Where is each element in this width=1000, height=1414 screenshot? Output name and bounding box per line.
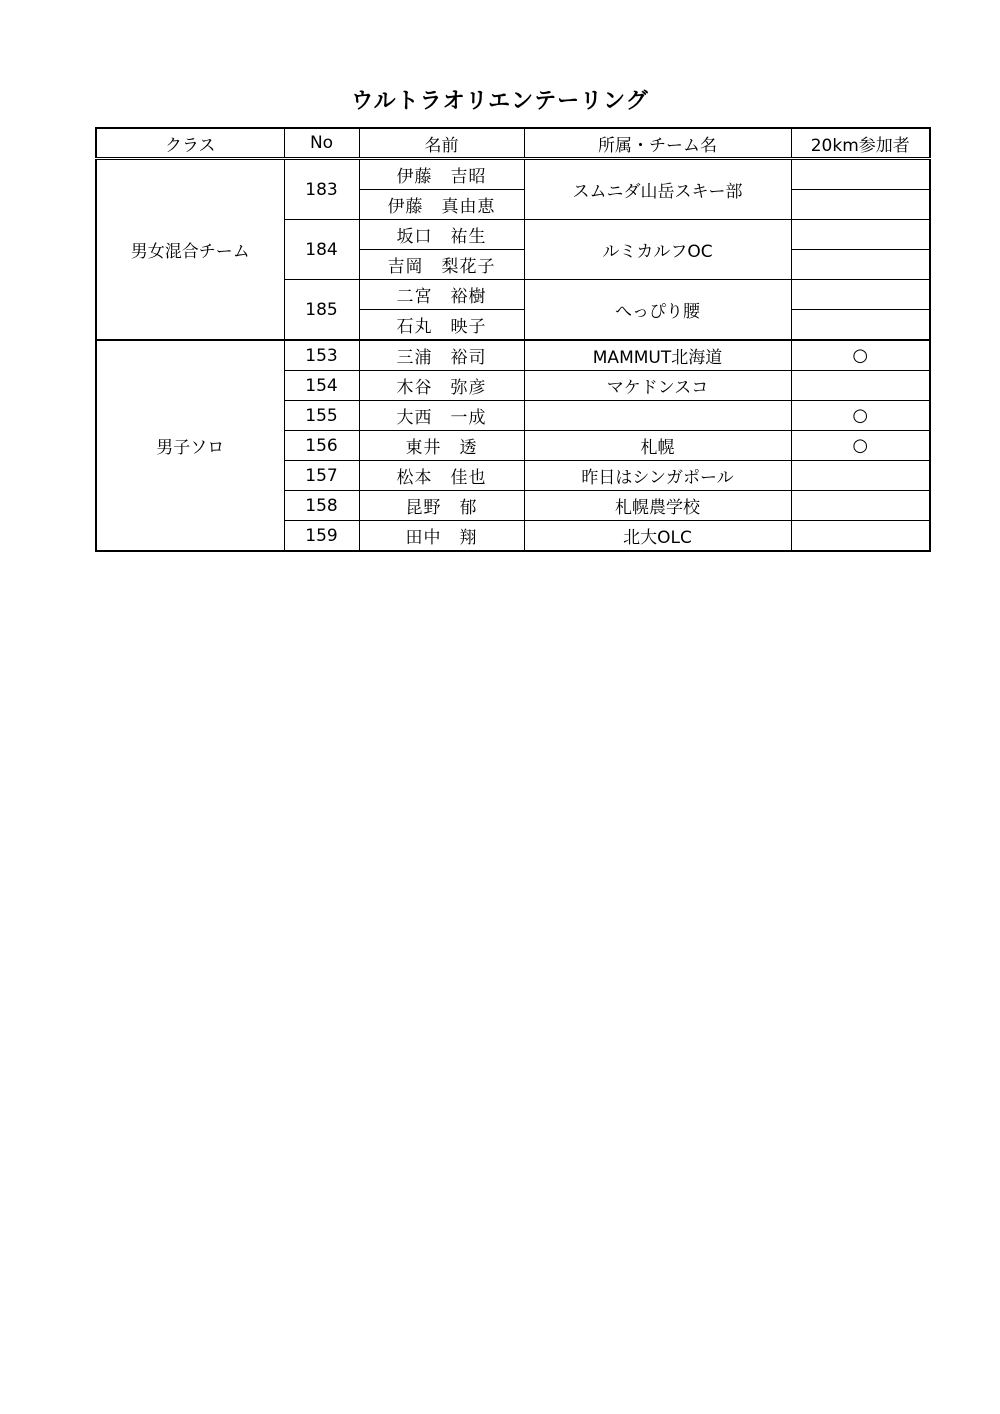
km20-cell: [791, 250, 930, 280]
member-name-cell: 東井 透: [359, 431, 524, 461]
km20-cell: [791, 371, 930, 401]
km20-cell: [791, 310, 930, 341]
entry-no-cell: 153: [284, 340, 359, 371]
header-no: No: [284, 128, 359, 159]
member-name-cell: 坂口 祐生: [359, 220, 524, 250]
team-name-cell: へっぴり腰: [524, 280, 791, 341]
class-cell-mixed: 男女混合チーム: [96, 159, 284, 341]
km20-cell: [791, 159, 930, 190]
header-row: [96, 128, 930, 159]
header-20km: 20km参加者: [791, 128, 930, 159]
group-mens-solo: [96, 340, 930, 551]
member-name-cell: 昆野 郁: [359, 491, 524, 521]
team-no-cell: 184: [284, 220, 359, 280]
entry-no-cell: 158: [284, 491, 359, 521]
team-name-cell: ルミカルフOC: [524, 220, 791, 280]
member-name-cell: 二宮 裕樹: [359, 280, 524, 310]
member-name-cell: 石丸 映子: [359, 310, 524, 341]
entry-no-cell: 155: [284, 401, 359, 431]
km20-cell: [791, 431, 930, 461]
group-mixed-team: [96, 159, 930, 341]
team-no-cell: 183: [284, 159, 359, 220]
header-name: 名前: [359, 128, 524, 159]
header-class: クラス: [96, 128, 284, 159]
km20-cell: [791, 190, 930, 220]
team-name-cell: 札幌: [524, 431, 791, 461]
team-name-cell: マケドンスコ: [524, 371, 791, 401]
header-team: 所属・チーム名: [524, 128, 791, 159]
km20-cell: [791, 280, 930, 310]
circle-mark: ○: [852, 435, 869, 456]
member-name-cell: 吉岡 梨花子: [359, 250, 524, 280]
entry-no-cell: 156: [284, 431, 359, 461]
class-cell-solo: 男子ソロ: [96, 340, 284, 551]
roster-table: [95, 127, 931, 552]
km20-cell: [791, 220, 930, 250]
member-name-cell: 三浦 裕司: [359, 340, 524, 371]
km20-cell: [791, 491, 930, 521]
team-name-cell: [524, 401, 791, 431]
entry-no-cell: 159: [284, 521, 359, 552]
table-row: [96, 340, 930, 371]
entry-no-cell: 154: [284, 371, 359, 401]
km20-cell: [791, 461, 930, 491]
page-title: ウルトラオリエンテーリング: [351, 89, 649, 114]
member-name-cell: 松本 佳也: [359, 461, 524, 491]
table-row: [96, 159, 930, 190]
km20-cell: [791, 340, 930, 371]
km20-cell: [791, 521, 930, 552]
member-name-cell: 伊藤 吉昭: [359, 159, 524, 190]
team-name-cell: スムニダ山岳スキー部: [524, 159, 791, 220]
team-name-cell: 札幌農学校: [524, 491, 791, 521]
member-name-cell: 田中 翔: [359, 521, 524, 552]
circle-mark: ○: [852, 345, 869, 366]
team-name-cell: 北大OLC: [524, 521, 791, 552]
member-name-cell: 木谷 弥彦: [359, 371, 524, 401]
circle-mark: ○: [852, 405, 869, 426]
member-name-cell: 伊藤 真由恵: [359, 190, 524, 220]
team-name-cell: MAMMUT北海道: [524, 340, 791, 371]
entry-no-cell: 157: [284, 461, 359, 491]
team-name-cell: 昨日はシンガポール: [524, 461, 791, 491]
km20-cell: [791, 401, 930, 431]
team-no-cell: 185: [284, 280, 359, 341]
member-name-cell: 大西 一成: [359, 401, 524, 431]
